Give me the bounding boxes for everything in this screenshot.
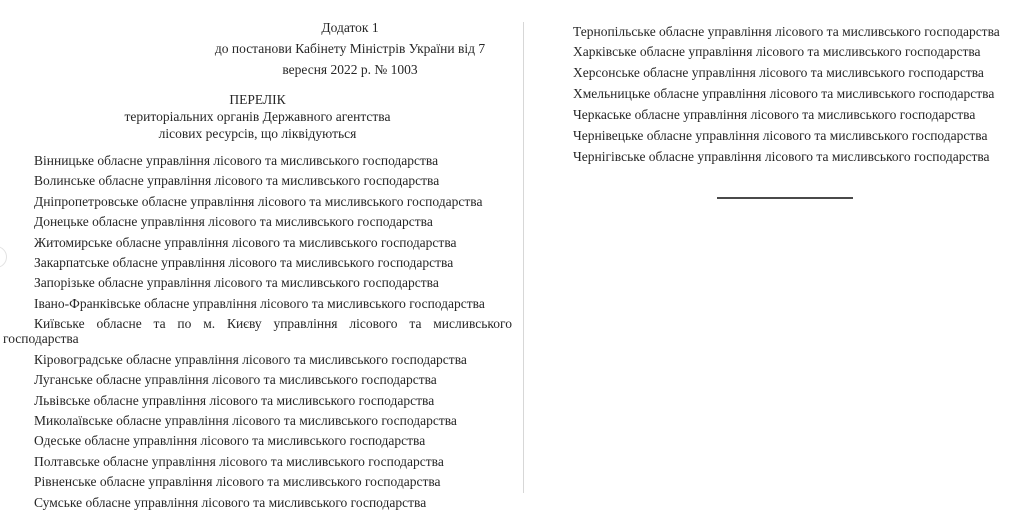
list-item: Хмельницьке обласне управління лісового та мисливського господарства bbox=[573, 86, 995, 102]
list-item: Івано-Франківське обласне управління лісового та мисливського господарства bbox=[34, 295, 485, 311]
list-item: Чернівецьке обласне управління лісового та мисливського господарства bbox=[573, 128, 988, 144]
list-item: Львівське обласне управління лісового та мисливського господарства bbox=[34, 392, 435, 408]
list-item: Полтавське обласне управління лісового та мисливського господарства bbox=[34, 453, 444, 469]
document-title bbox=[3, 91, 512, 142]
list-item-kyiv bbox=[3, 316, 512, 347]
list-item: Одеське обласне управління лісового та мисливського господарства bbox=[34, 433, 426, 449]
document-page-2 bbox=[542, 0, 1010, 170]
list-item: Донецьке обласне управління лісового та мисливського господарства bbox=[34, 214, 433, 230]
annex-line: вересня 2022 р. № 1003 bbox=[282, 62, 418, 77]
list-item: Дніпропетровське обласне управління лісового та мисливського господарства bbox=[34, 193, 483, 209]
list-item: Рівненське обласне управління лісового та мисливського господарства bbox=[34, 474, 441, 490]
list-item: Тернопільське обласне управління лісового та мисливського господарства bbox=[573, 23, 1000, 39]
annex-reference-block bbox=[210, 0, 490, 80]
list-item-line: господарства bbox=[3, 331, 79, 347]
end-of-document-rule bbox=[717, 197, 853, 199]
annex-line: Додаток 1 bbox=[321, 20, 379, 35]
list-item: Вінницьке обласне управління лісового та мисливського господарства bbox=[34, 153, 439, 168]
title-line: територіальних органів Державного агентства bbox=[124, 109, 391, 124]
list-item: Миколаївське обласне управління лісового та мисливського господарства bbox=[34, 412, 457, 428]
list-item: Чернігівське обласне управління лісового та мисливського господарства bbox=[573, 149, 990, 165]
list-item: Херсонське обласне управління лісового та мисливського господарства bbox=[573, 65, 984, 81]
title-line: ПЕРЕЛІК bbox=[229, 92, 286, 107]
list-item: Волинське обласне управління лісового та мисливського господарства bbox=[34, 173, 440, 189]
page-boundary-divider bbox=[523, 22, 524, 493]
list-item: Луганське обласне управління лісового та мисливського господарства bbox=[34, 372, 437, 388]
list-item: Сумське обласне управління лісового та мисливського господарства bbox=[34, 494, 427, 510]
list-item: Черкаське обласне управління лісового та мисливського господарства bbox=[573, 107, 976, 123]
list-item: Запорізьке обласне управління лісового та мисливського господарства bbox=[34, 275, 439, 291]
list-item: Закарпатське обласне управління лісового та мисливського господарства bbox=[34, 254, 454, 270]
liquidated-bodies-list bbox=[3, 153, 512, 510]
list-item: Харківське обласне управління лісового та мисливського господарства bbox=[573, 44, 981, 60]
annex-line: до постанови Кабінету Міністрів України від 7 bbox=[214, 41, 486, 56]
title-line: лісових ресурсів, що ліквідуються bbox=[158, 126, 357, 141]
document-page-1 bbox=[3, 0, 512, 515]
liquidated-bodies-list-continued bbox=[542, 0, 1010, 165]
list-item-line: Київське обласне та по м. Києву управління лісового та мисливського bbox=[34, 316, 512, 332]
list-item: Кіровоградське обласне управління лісового та мисливського господарства bbox=[34, 351, 467, 367]
list-item: Житомирське обласне управління лісового та мисливського господарства bbox=[34, 234, 457, 250]
